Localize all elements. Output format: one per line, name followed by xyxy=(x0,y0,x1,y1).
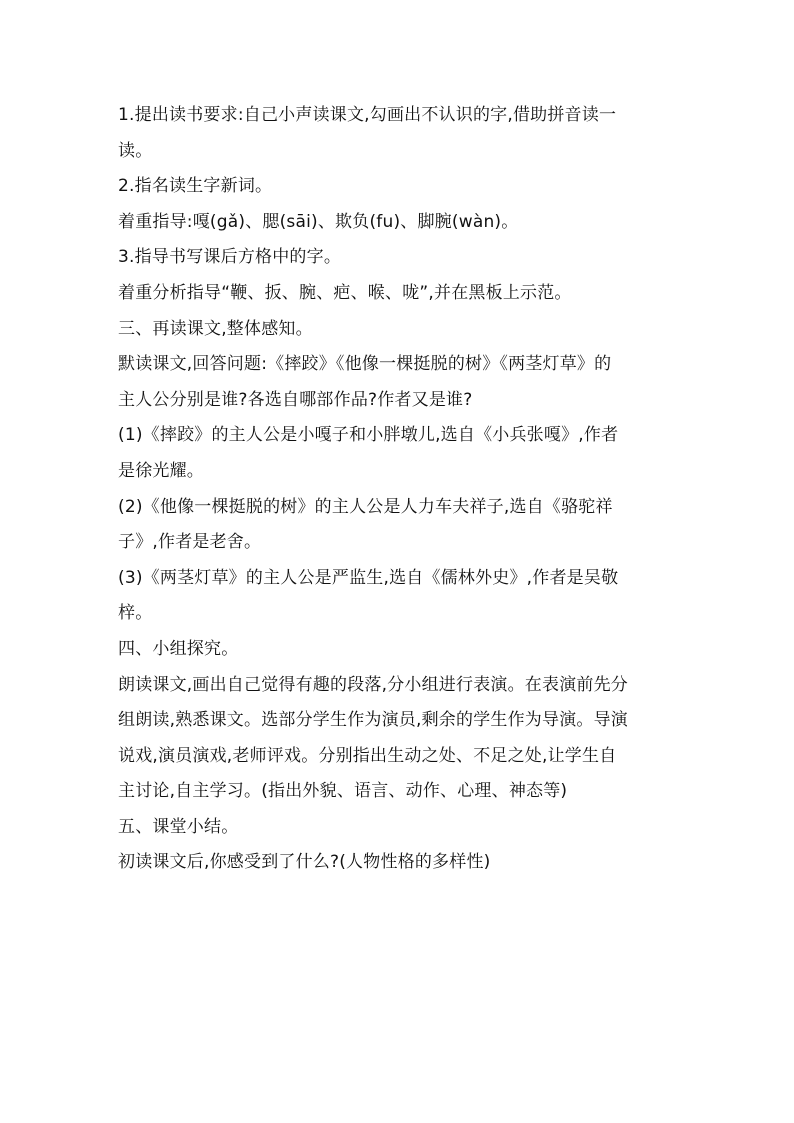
text-line: 梓。 xyxy=(118,603,153,624)
text-line: 读。 xyxy=(118,140,153,161)
text-line: 初读课文后,你感受到了什么?(人物性格的多样性) xyxy=(118,852,491,873)
text-line: (2)《他像一棵挺脱的树》的主人公是人力车夫祥子,选自《骆驼祥 xyxy=(118,496,613,517)
text-line: 主人公分别是谁?各选自哪部作品?作者又是谁? xyxy=(118,389,473,410)
text-line: 着重指导:嘎(gǎ)、腮(sāi)、欺负(fu)、脚腕(wàn)。 xyxy=(118,211,519,232)
text-line: 着重分析指导“鞭、扳、腕、疤、喉、咙”,并在黑板上示范。 xyxy=(118,282,572,303)
text-line: 子》,作者是老舍。 xyxy=(118,532,262,553)
text-line: 说戏,演员演戏,老师评戏。分别指出生动之处、不足之处,让学生自 xyxy=(118,745,617,766)
text-line: 2.指名读生字新词。 xyxy=(118,176,273,197)
text-line: 默读课文,回答问题:《摔跤》《他像一棵挺脱的树》《两茎灯草》的 xyxy=(118,354,612,375)
text-line: 主讨论,自主学习。(指出外貌、语言、动作、心理、神态等) xyxy=(118,781,568,802)
text-line: (1)《摔跤》的主人公是小嘎子和小胖墩儿,选自《小兵张嘎》,作者 xyxy=(118,425,619,446)
text-line: 组朗读,熟悉课文。选部分学生作为演员,剩余的学生作为导演。导演 xyxy=(118,710,629,731)
section-heading: 五、课堂小结。 xyxy=(118,816,239,837)
text-line: 是徐光耀。 xyxy=(118,460,204,481)
text-line: 朗读课文,画出自己觉得有趣的段落,分小组进行表演。在表演前先分 xyxy=(118,674,629,695)
text-line: (3)《两茎灯草》的主人公是严监生,选自《儒林外史》,作者是吴敬 xyxy=(118,567,619,588)
section-heading: 四、小组探究。 xyxy=(118,638,239,659)
document-page xyxy=(118,98,694,881)
section-heading: 三、再读课文,整体感知。 xyxy=(118,318,313,339)
text-line: 3.指导书写课后方格中的字。 xyxy=(118,247,342,268)
text-line: 1.提出读书要求:自己小声读课文,勾画出不认识的字,借助拼音读一 xyxy=(118,105,617,125)
